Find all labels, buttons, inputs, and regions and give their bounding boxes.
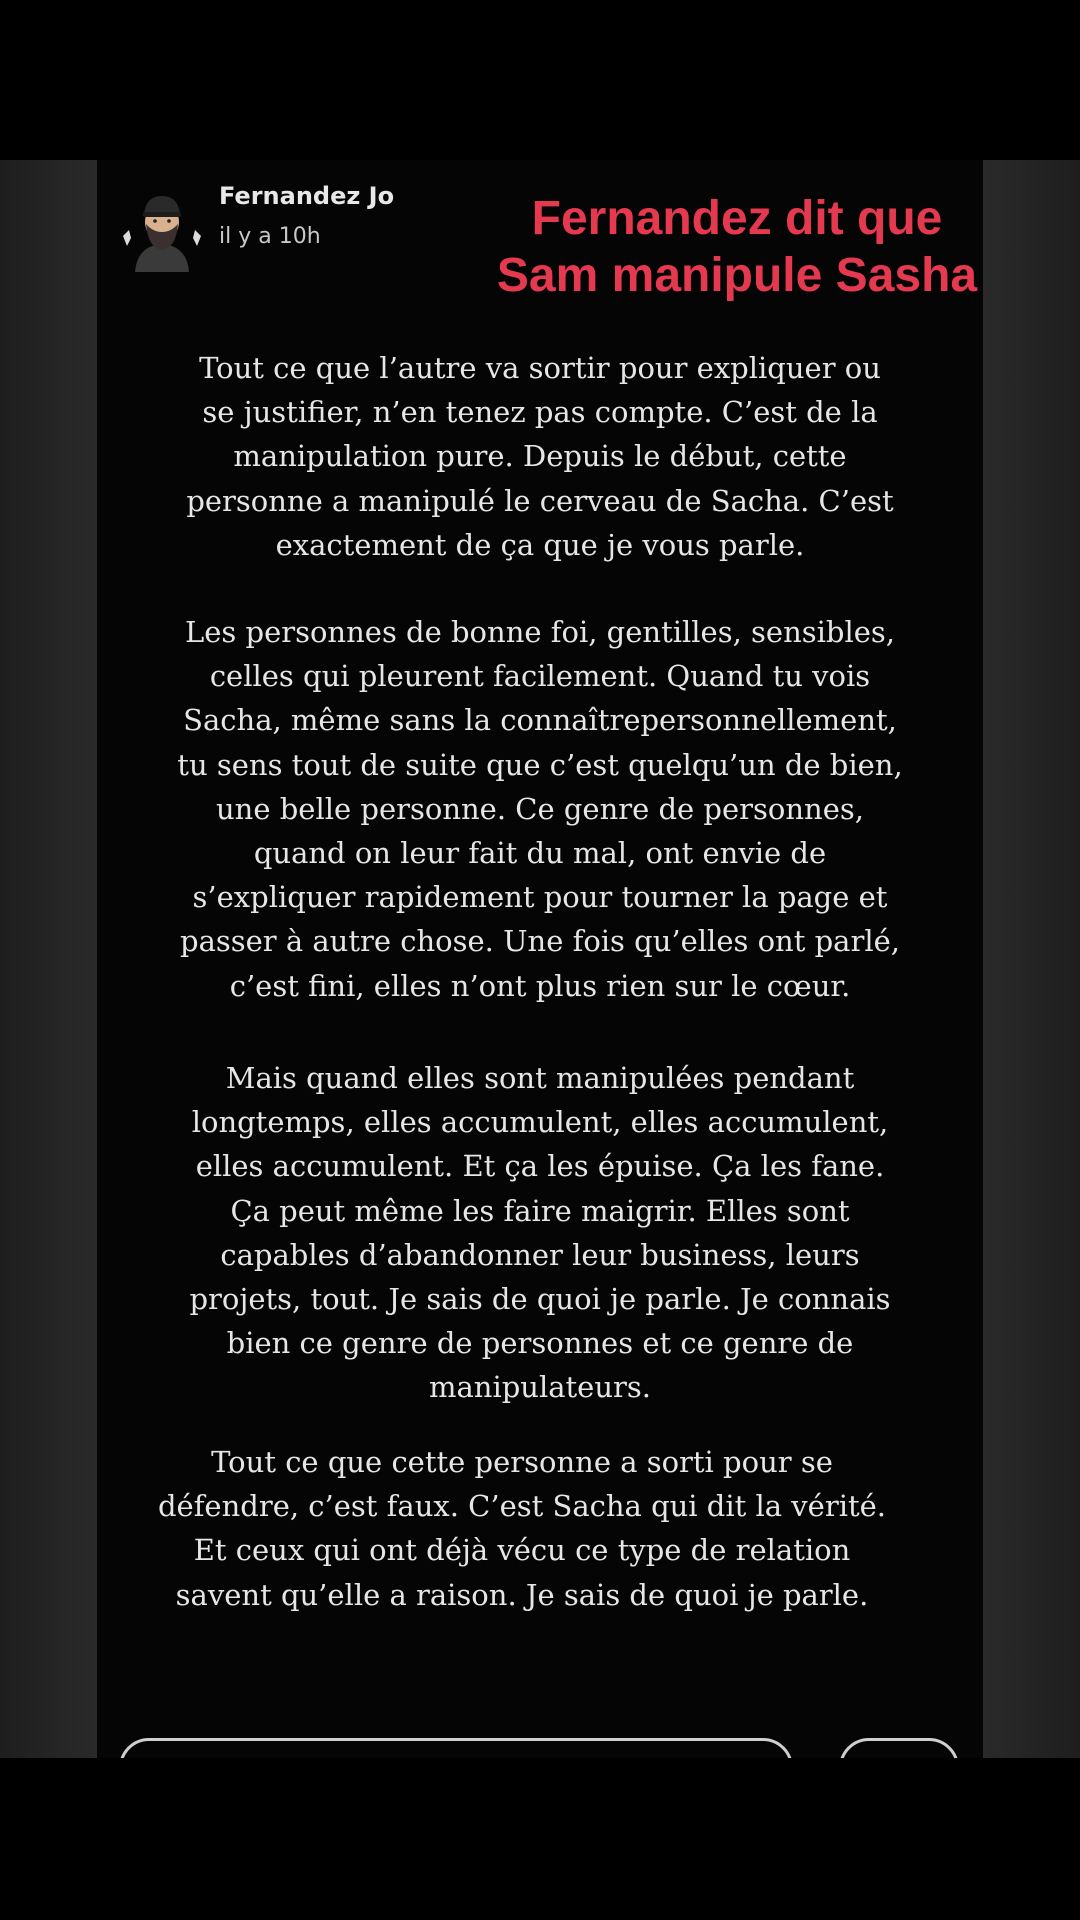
reply-input[interactable] xyxy=(119,1738,793,1758)
text-line: passer à autre chose. Une fois qu’elles ont parlé, xyxy=(180,924,900,959)
text-line: celles qui pleurent facilement. Quand tu vois xyxy=(209,659,871,694)
text-line: c’est fini, elles n’ont plus rien sur le cœur. xyxy=(229,968,851,1003)
text-line: exactement de ça que je vous parle. xyxy=(275,527,805,562)
bearded-man-avatar-icon xyxy=(119,186,205,272)
text-line: manipulateurs. xyxy=(428,1370,651,1405)
text-line: personne a manipulé le cerveau de Sacha. C’est xyxy=(186,483,894,518)
story-timestamp: il y a 10h xyxy=(219,224,321,249)
overlay-caption-line-2: Sam manipule Sasha xyxy=(496,249,978,302)
text-line: se justifier, n’en tenez pas compte. C’est de la xyxy=(202,395,878,430)
text-line: Tout ce que l’autre va sortir pour expliquer ou xyxy=(199,351,881,385)
text-line: manipulation pure. Depuis le début, cette xyxy=(233,439,847,474)
text-line: Tout ce que cette personne a sorti pour se xyxy=(211,1445,833,1479)
avatar[interactable] xyxy=(119,186,205,272)
text-line: quand on leur fait du mal, ont envie de xyxy=(253,836,827,871)
text-line: projets, tout. Je sais de quoi je parle. Je connais xyxy=(189,1282,891,1317)
text-line: capables d’abandonner leur business, leurs xyxy=(220,1237,860,1272)
text-line: Et ceux qui ont déjà vécu ce type de relation xyxy=(193,1533,851,1568)
text-line: Les personnes de bonne foi, gentilles, sensibles, xyxy=(184,615,896,649)
text-line: bien ce genre de personnes et ce genre de xyxy=(226,1326,854,1361)
text-line: Mais quand elles sont manipulées pendant xyxy=(225,1061,855,1095)
left-blurred-edge xyxy=(0,160,97,1758)
text-line: défendre, c’est faux. C’est Sacha qui dit la vérité. xyxy=(157,1489,887,1524)
story-username[interactable]: Fernandez Jo xyxy=(219,182,395,210)
story-card xyxy=(97,160,983,1758)
text-line: Ça peut même les faire maigrir. Elles sont xyxy=(230,1193,850,1228)
right-blurred-edge xyxy=(983,160,1080,1758)
text-line: elles accumulent. Et ça les épuise. Ça les fane. xyxy=(195,1149,885,1184)
text-line: savent qu’elle a raison. Je sais de quoi je parle. xyxy=(175,1577,869,1612)
story-paragraph-1 xyxy=(97,346,983,567)
text-line: longtemps, elles accumulent, elles accumulent, xyxy=(191,1105,889,1140)
overlay-caption xyxy=(437,190,983,304)
bottom-black-band xyxy=(0,1758,1080,1920)
story-paragraph-3 xyxy=(97,1056,983,1410)
text-line: s’expliquer rapidement pour tourner la page et xyxy=(192,880,888,915)
overlay-caption-line-1: Fernandez dit que xyxy=(531,192,943,245)
top-black-band xyxy=(0,0,1080,160)
story-paragraph-4 xyxy=(97,1440,965,1617)
send-button[interactable] xyxy=(839,1738,959,1758)
text-line: tu sens tout de suite que c’est quelqu’un de bien, xyxy=(177,747,903,782)
text-line: Sacha, même sans la connaîtrepersonnellement, xyxy=(183,703,897,738)
text-line: une belle personne. Ce genre de personnes, xyxy=(216,791,864,826)
story-paragraph-2 xyxy=(97,610,983,1008)
